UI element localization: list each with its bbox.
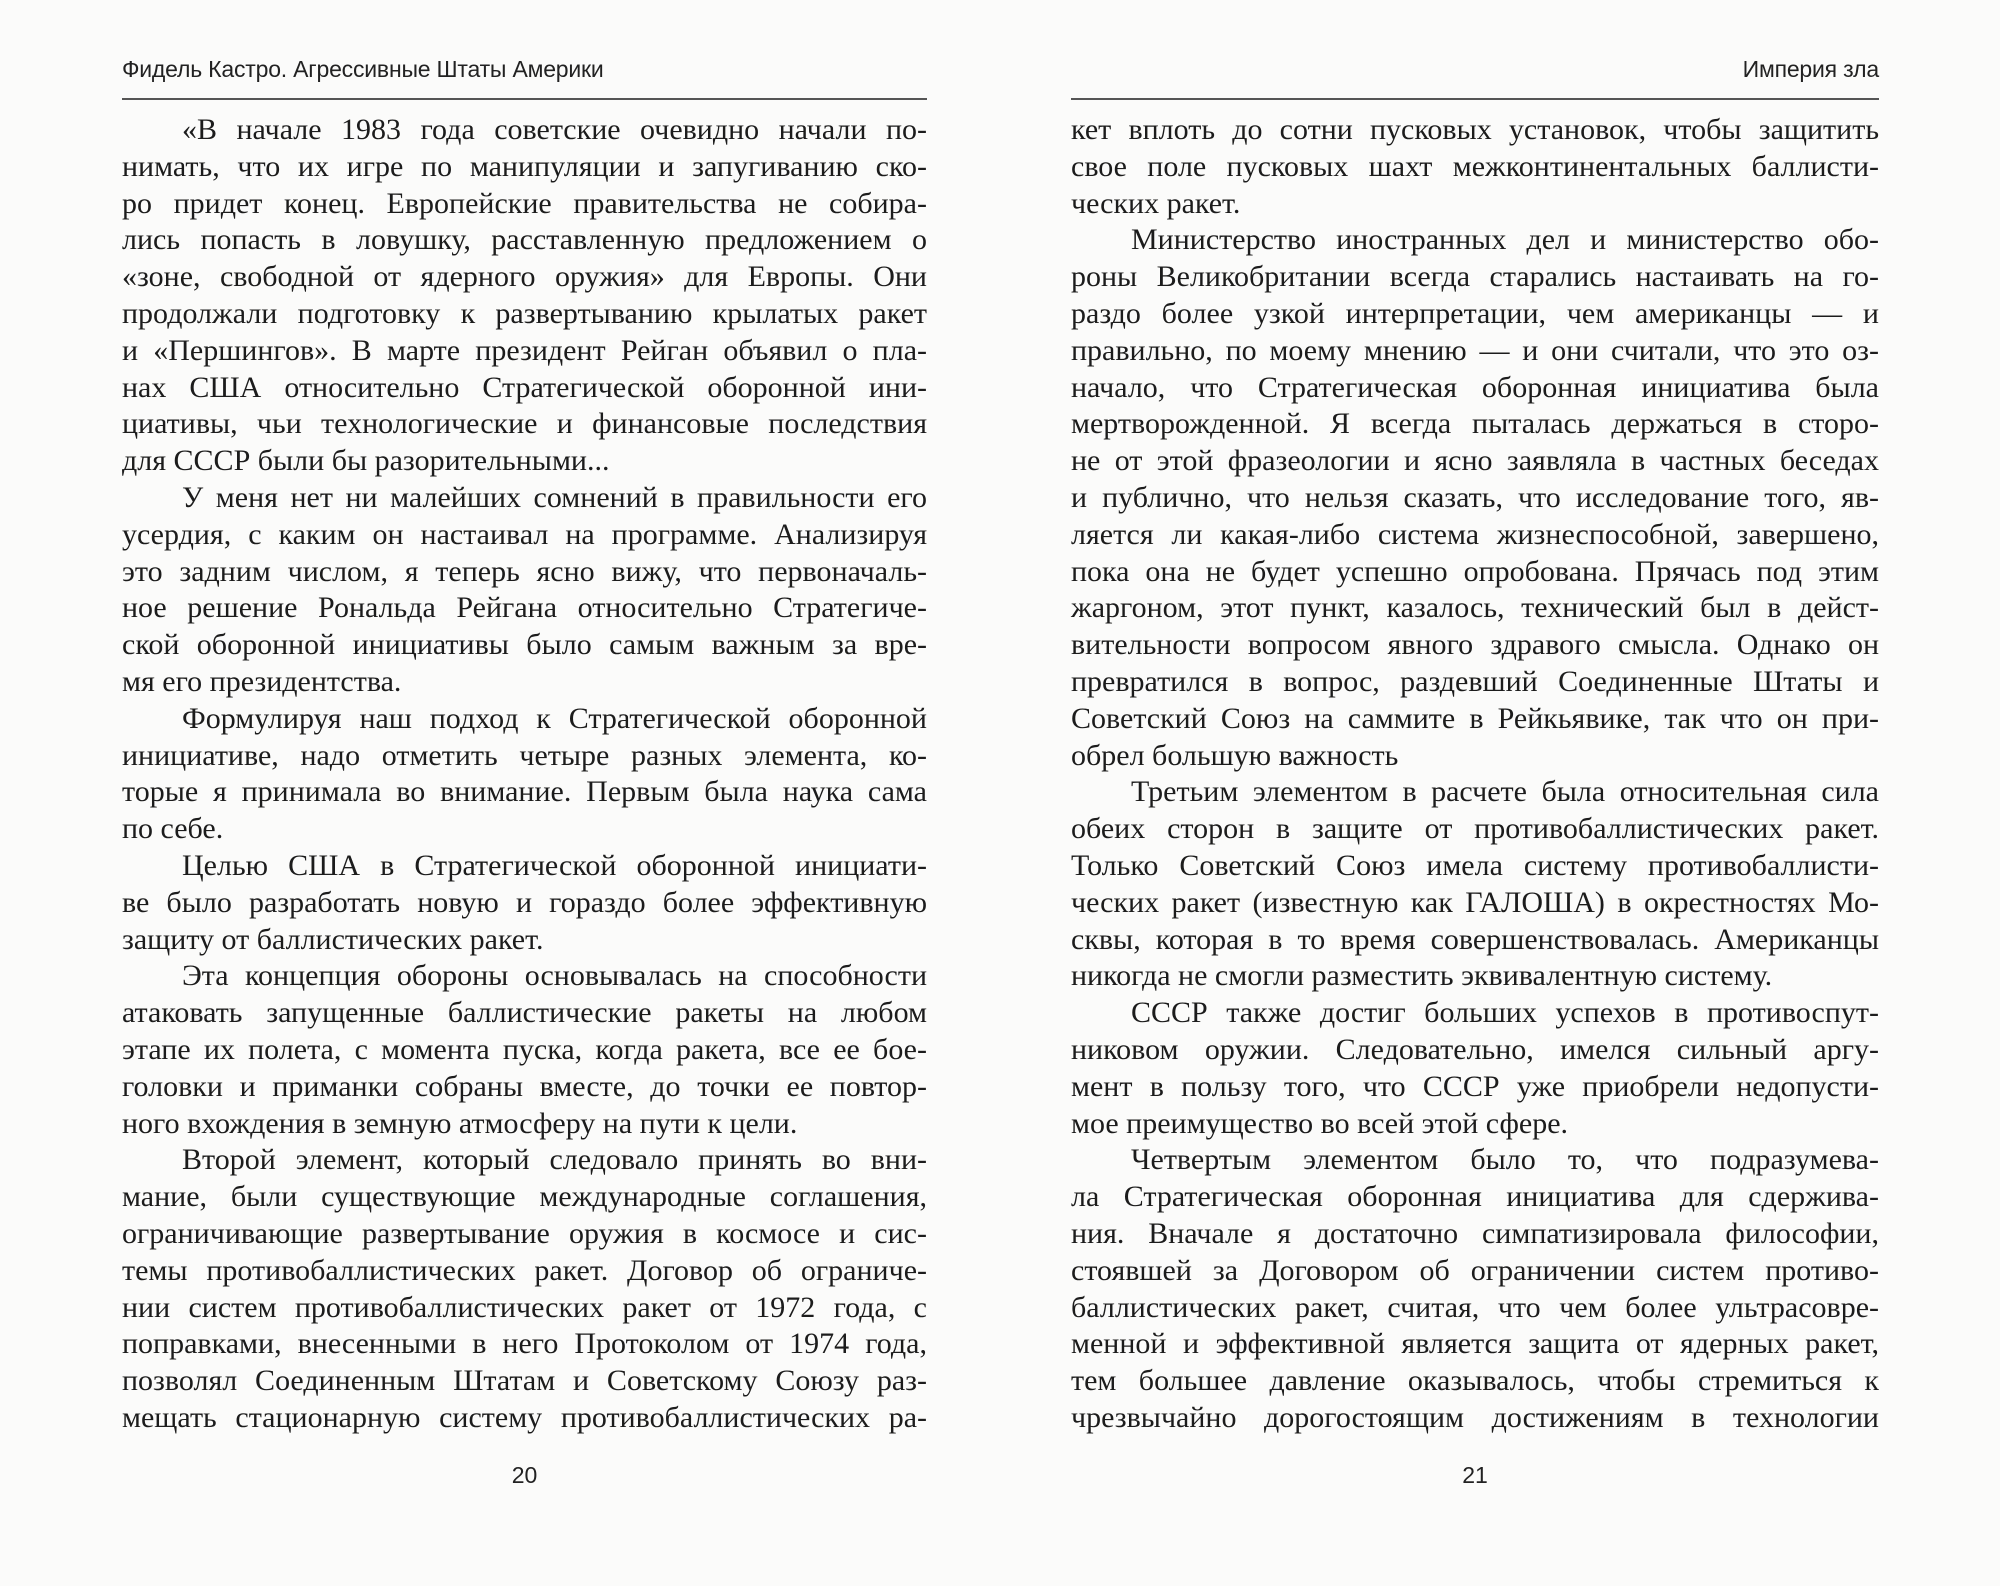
text-line: мент в пользу того, что СССР уже приобрели недопусти- [1071, 1069, 1879, 1103]
text-line: атаковать запущенные баллистические ракеты на любом [122, 996, 927, 1030]
text-line: обеих сторон в защите от противобаллистических ракет. [1071, 812, 1879, 846]
text-line: торые я принимала во внимание. Первым была наука сама [122, 775, 927, 809]
text-line: никогда не смогли разместить эквивалентную систему. [1071, 959, 1773, 993]
text-line: не от этой фразеологии и ясно заявляла в частных беседах [1071, 444, 1879, 478]
text-line: СССР также достиг больших успехов в противоспут- [1131, 996, 1879, 1030]
text-line: ное решение Рональда Рейгана относительно Стратегиче- [122, 591, 927, 625]
text-line: свое поле пусковых шахт межконтинентальных баллисти- [1071, 149, 1879, 183]
text-line: Советский Союз на саммите в Рейкьявике, так что он при- [1071, 701, 1879, 735]
text-line: мание, были существующие международные соглашения, [122, 1180, 927, 1214]
page-number: 21 [1462, 1462, 1488, 1488]
text-line: вительности вопросом явного здравого смысла. Однако он [1071, 628, 1879, 662]
page-body-text [1071, 112, 1879, 1437]
text-line: головки и приманки собраны вместе, до точки ее повтор- [122, 1069, 927, 1103]
text-line: и публично, что нельзя сказать, что исследование того, яв- [1071, 480, 1879, 514]
text-line: циативы, чьи технологические и финансовые последствия [122, 407, 927, 441]
text-line: ного вхождения в земную атмосферу на пути к цели. [122, 1106, 798, 1140]
text-line: «зоне, свободной от ядерного оружия» для Европы. Они [122, 260, 927, 294]
text-line: обрел большую важность [1071, 738, 1399, 772]
text-line: раздо более узкой интерпретации, чем американцы — и [1071, 296, 1879, 330]
page-number: 20 [511, 1462, 538, 1488]
text-line: это задним числом, я теперь ясно вижу, что первоначаль- [122, 554, 927, 588]
text-line: менной и эффективной является защита от ядерных ракет, [1071, 1327, 1879, 1361]
text-line: ляется ли какая-либо система жизнеспособной, завершено, [1071, 517, 1879, 551]
text-line: ния. Вначале я достаточно симпатизировала философии, [1071, 1216, 1879, 1250]
page-body-text [122, 112, 927, 1437]
text-line: кет вплоть до сотни пусковых установок, чтобы защитить [1071, 113, 1879, 146]
text-line: Эта концепция обороны основывалась на способности [182, 959, 927, 993]
text-line: ограничивающие развертывание оружия в космосе и сис- [122, 1216, 927, 1250]
text-line: Министерство иностранных дел и министерство обо- [1131, 223, 1879, 257]
text-line: по себе. [122, 812, 224, 846]
text-line: ро придет конец. Европейские правительства не собира- [122, 186, 927, 220]
right-page [1071, 0, 1879, 1586]
running-header-book-title: Фидель Кастро. Агрессивные Штаты Америки [122, 56, 604, 82]
text-line: тем большее давление оказывалось, чтобы стремиться к [1071, 1364, 1879, 1398]
header-rule [122, 98, 927, 100]
text-line: Формулируя наш подход к Стратегической оборонной [182, 701, 927, 735]
text-line: Только Советский Союз имела систему противобаллисти- [1071, 848, 1879, 882]
text-line: начало, что Стратегическая оборонная инициатива была [1071, 370, 1879, 404]
text-line: ческих ракет. [1071, 186, 1241, 220]
text-line: «В начале 1983 года советские очевидно начали по- [182, 113, 927, 146]
text-line: нах США относительно Стратегической оборонной ини- [122, 370, 927, 404]
text-line: поправками, внесенными в него Протоколом от 1974 года, [122, 1327, 927, 1361]
text-line: ве было разработать новую и гораздо более эффективную [122, 885, 927, 919]
text-line: сквы, которая в то время совершенствовалась. Американцы [1071, 922, 1879, 956]
text-line: никовом оружии. Следовательно, имелся сильный аргу- [1071, 1032, 1879, 1066]
text-line: превратился в вопрос, раздевший Соединенные Штаты и [1071, 664, 1879, 698]
text-line: мертворожденной. Я всегда пыталась держаться в сторо- [1071, 407, 1879, 441]
text-line: ской оборонной инициативы было самым важным за вре- [122, 628, 927, 662]
text-line: для СССР были бы разорительными... [122, 444, 610, 478]
left-page [122, 0, 927, 1586]
text-line: стоявшей за Договором об ограничении систем противо- [1071, 1253, 1879, 1287]
text-line: лись попасть в ловушку, расставленную предложением о [122, 223, 927, 257]
text-line: жаргоном, этот пункт, казалось, технический был в дейст- [1071, 591, 1879, 625]
text-line: У меня нет ни малейших сомнений в правильности его [182, 480, 927, 514]
text-line: и «Першингов». В марте президент Рейган объявил о пла- [122, 333, 927, 367]
text-line: Третьим элементом в расчете была относительная сила [1131, 775, 1879, 809]
text-line: мое преимущество во всей этой сфере. [1071, 1106, 1569, 1140]
text-line: правильно, по моему мнению — и они считали, что это оз- [1071, 333, 1879, 367]
text-line: позволял Соединенным Штатам и Советскому Союзу раз- [122, 1364, 927, 1398]
text-line: Второй элемент, который следовало принять во вни- [182, 1143, 927, 1177]
text-line: ческих ракет (известную как ГАЛОША) в окрестностях Мо- [1071, 885, 1879, 919]
text-line: роны Великобритании всегда старались настаивать на го- [1071, 260, 1879, 294]
text-line: усердия, с каким он настаивал на программе. Анализируя [122, 517, 927, 551]
text-line: пока она не будет успешно опробована. Прячась под этим [1071, 554, 1879, 588]
text-line: темы противобаллистических ракет. Договор об ограниче- [122, 1253, 927, 1287]
text-line: защиту от баллистических ракет. [122, 922, 544, 956]
text-line: нии систем противобаллистических ракет от 1972 года, с [122, 1290, 927, 1324]
text-line: баллистических ракет, считая, что чем более ультрасовре- [1071, 1290, 1879, 1324]
text-line: продолжали подготовку к развертыванию крылатых ракет [122, 296, 927, 330]
text-line: инициативе, надо отметить четыре разных элемента, ко- [122, 738, 927, 772]
text-line: нимать, что их игре по манипуляции и запугиванию ско- [122, 149, 927, 183]
text-line: чрезвычайно дорогостоящим достижениям в технологии [1071, 1400, 1879, 1434]
text-line: Четвертым элементом было то, что подразумева- [1131, 1143, 1879, 1177]
text-line: ла Стратегическая оборонная инициатива для сдержива- [1071, 1180, 1879, 1214]
text-line: мя его президентства. [122, 664, 402, 698]
text-line: мещать стационарную систему противобаллистических ра- [122, 1400, 927, 1434]
text-line: этапе их полета, с момента пуска, когда ракета, все ее бое- [122, 1032, 927, 1066]
header-rule [1071, 98, 1879, 100]
text-line: Целью США в Стратегической оборонной инициати- [182, 848, 927, 882]
running-header-chapter-title: Империя зла [1742, 56, 1879, 82]
